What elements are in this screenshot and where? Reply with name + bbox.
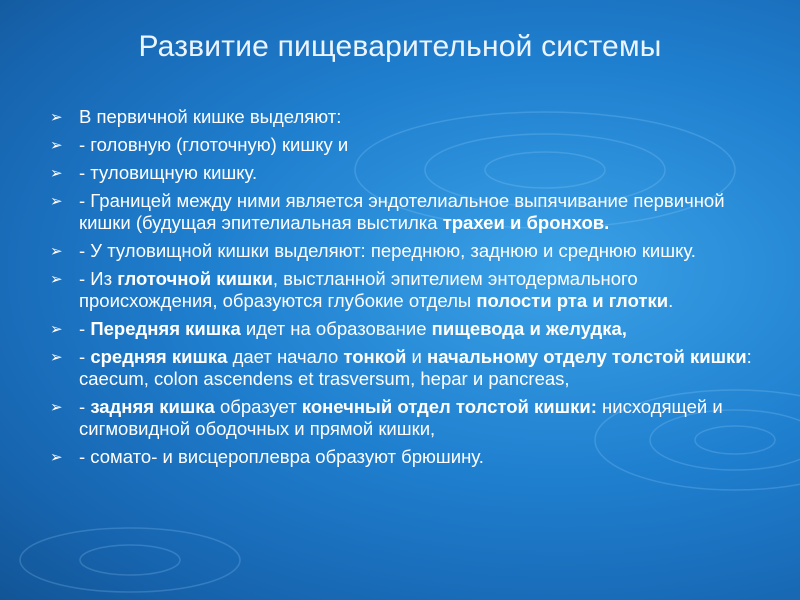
bullet-item xyxy=(48,318,760,340)
bullet-item xyxy=(48,190,760,234)
arrowhead-bullet-icon xyxy=(50,191,63,213)
bullet-bold-text: задняя кишка xyxy=(90,396,215,417)
bullet-text: - xyxy=(79,318,91,339)
arrowhead-bullet-icon xyxy=(50,347,63,369)
bullet-text: - сомато- и висцероплевра образуют брюшину. xyxy=(79,446,484,467)
arrowhead-bullet-icon xyxy=(50,269,63,291)
bullet-item xyxy=(48,346,760,390)
bullet-text: идет на образование xyxy=(240,318,432,339)
bullet-text: дает начало xyxy=(227,346,344,367)
bullet-text: - головную (глоточную) кишку и xyxy=(79,134,349,155)
bullet-text: : caecum, colon ascendens et trasversum, hepar и pancreas, xyxy=(79,346,752,389)
bullet-bold-text: конечный отдел толстой кишки: xyxy=(301,396,597,417)
bullet-item xyxy=(48,240,760,262)
bullet-text: - туловищную кишку. xyxy=(79,162,258,183)
arrowhead-bullet-icon xyxy=(50,397,63,419)
bullet-bold-text: трахеи и бронхов. xyxy=(442,212,610,233)
bullet-bold-text: глоточной кишки xyxy=(117,268,273,289)
bullet-text: образует xyxy=(214,396,302,417)
bullet-item xyxy=(48,106,760,128)
bullet-bold-text: начальному отделу толстой кишки xyxy=(427,346,747,367)
arrowhead-bullet-icon xyxy=(50,447,63,469)
bullet-bold-text: пищевода и желудка, xyxy=(431,318,627,339)
arrowhead-bullet-icon xyxy=(50,241,63,263)
bullet-text: - Из xyxy=(79,268,118,289)
bullet-item xyxy=(48,134,760,156)
arrowhead-bullet-icon xyxy=(50,163,63,185)
bullet-bold-text: Передняя кишка xyxy=(90,318,241,339)
bullet-text: - Границей между ними является эндотелиальное выпячивание первичной кишки (будущая эпителиальная выстилка xyxy=(79,190,725,233)
bullet-bold-text: полости рта и глотки xyxy=(476,290,669,311)
slide-title: Развитие пищеварительной системы xyxy=(138,30,662,63)
arrowhead-bullet-icon xyxy=(50,135,63,157)
bullet-item xyxy=(48,268,760,312)
arrowhead-bullet-icon xyxy=(50,319,63,341)
bullet-text: и xyxy=(406,346,428,367)
bullet-item xyxy=(48,396,760,440)
bullet-text: В первичной кишке выделяют: xyxy=(79,106,342,127)
bullet-text: . xyxy=(668,290,674,311)
bullet-bold-text: тонкой xyxy=(343,346,407,367)
bullet-bold-text: средняя кишка xyxy=(90,346,228,367)
bullet-item xyxy=(48,162,760,184)
bullet-text: нисходящей и сигмовидной ободочных и прямой кишки, xyxy=(79,396,723,439)
bullet-text: - xyxy=(79,396,91,417)
bullet-text: - xyxy=(79,346,91,367)
bullet-text: - У туловищной кишки выделяют: переднюю, заднюю и среднюю кишку. xyxy=(79,240,696,261)
bullet-text: , выстланной эпителием энтодермального происхождения, образуются глубокие отделы xyxy=(79,268,638,311)
bullet-item xyxy=(48,446,760,468)
bullet-list xyxy=(48,106,760,474)
arrowhead-bullet-icon xyxy=(50,107,63,129)
